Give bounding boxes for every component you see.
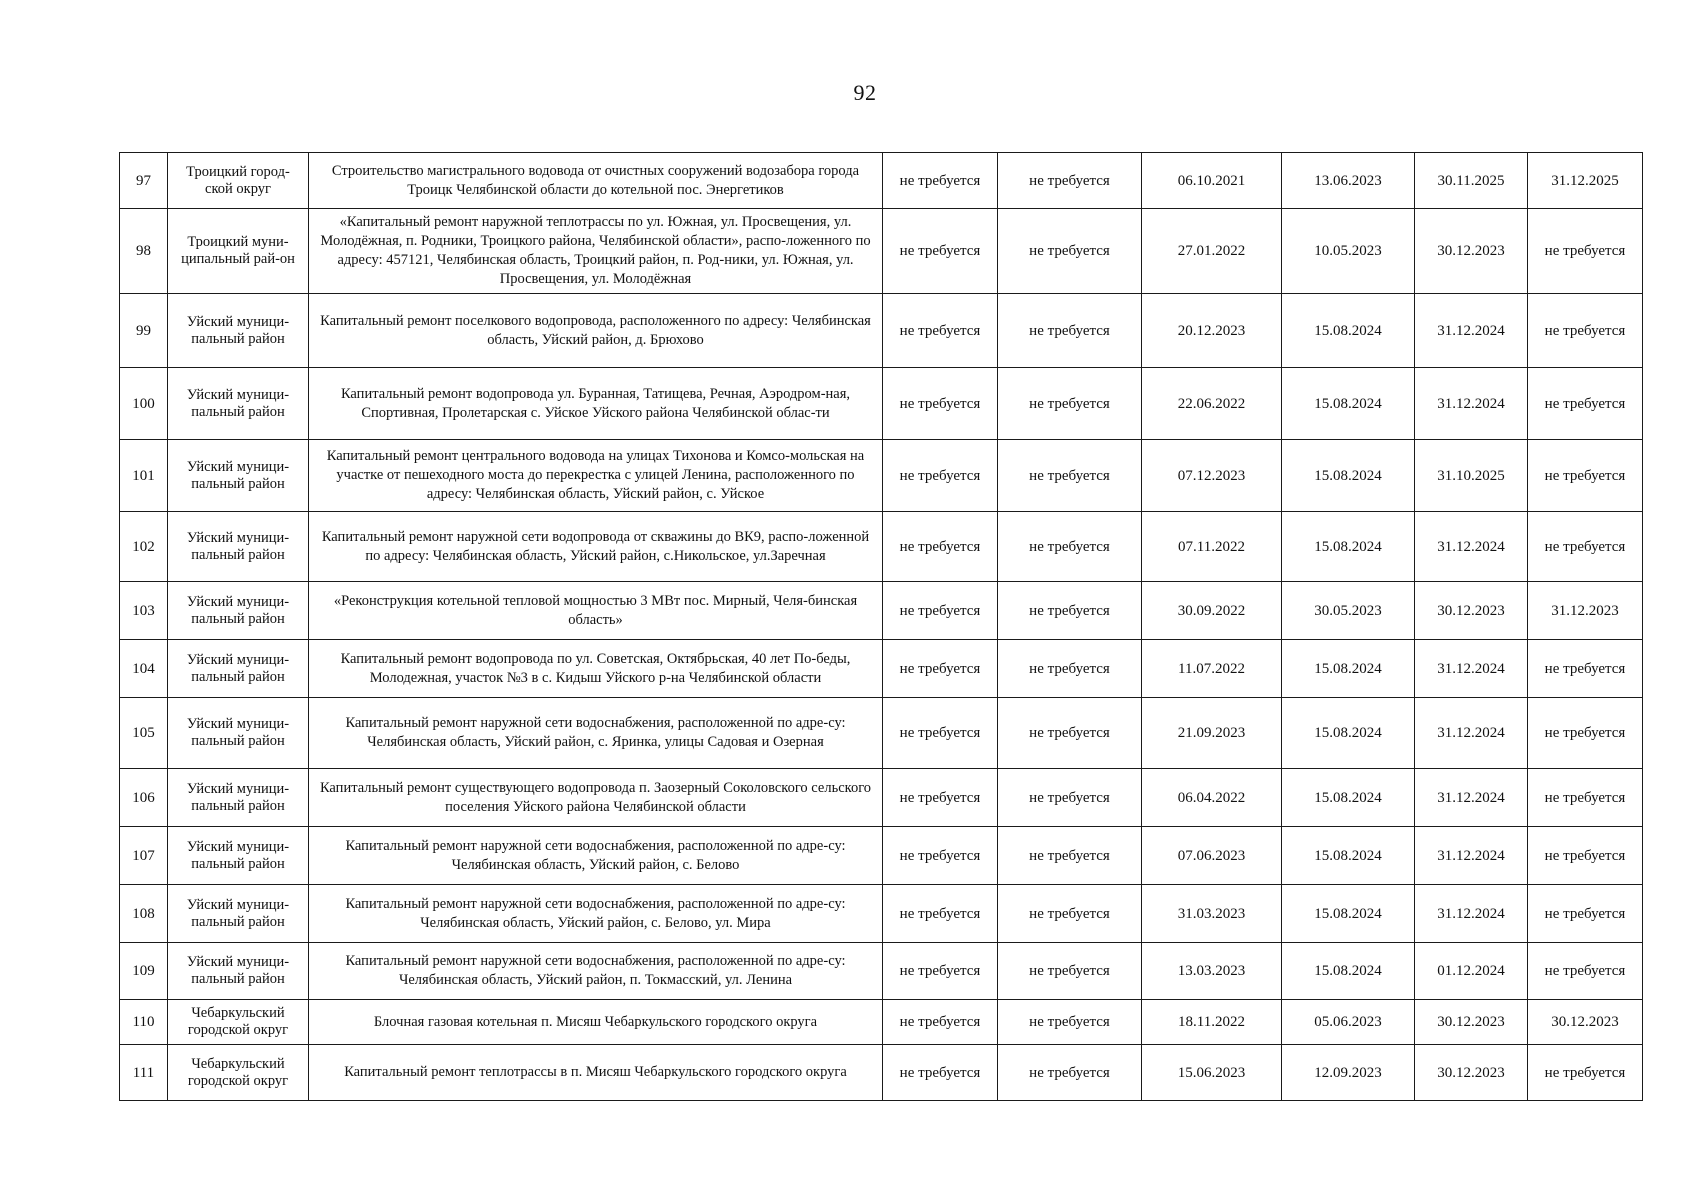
date-cell-2: 15.08.2024 — [1282, 512, 1415, 582]
project-name-cell: Капитальный ремонт поселкового водопровода, расположенного по адресу: Челябинская область, Уйский район, д. Брюхово — [309, 294, 883, 368]
project-name-cell: Капитальный ремонт центрального водовода на улицах Тихонова и Комсо-мольская на участке от пешеходного моста до перекрестка с улицей Ленина, расположенного по адресу: Челябинская область, Уйский район, с. Уйское — [309, 440, 883, 512]
table-row — [120, 440, 1643, 512]
municipality-cell: Уйский муници-пальный район — [168, 294, 309, 368]
date-cell-2: 15.08.2024 — [1282, 440, 1415, 512]
date-cell-3: 01.12.2024 — [1415, 943, 1528, 1000]
date-cell-4: 30.12.2023 — [1528, 1000, 1643, 1045]
date-cell-3: 30.12.2023 — [1415, 1000, 1528, 1045]
row-number: 101 — [120, 440, 168, 512]
project-name-cell: Капитальный ремонт наружной сети водоснабжения, расположенной по адре-су: Челябинская область, Уйский район, с. Белово — [309, 827, 883, 885]
date-cell-4: не требуется — [1528, 698, 1643, 769]
municipality-cell: Уйский муници-пальный район — [168, 640, 309, 698]
requirement-cell-2: не требуется — [998, 943, 1142, 1000]
project-name-cell: Строительство магистрального водовода от очистных сооружений водозабора города Троицк Челябинской области до котельной пос. Энергетиков — [309, 153, 883, 209]
requirement-cell-2: не требуется — [998, 512, 1142, 582]
municipality-cell: Уйский муници-пальный район — [168, 512, 309, 582]
date-cell-1: 27.01.2022 — [1142, 209, 1282, 294]
requirement-cell-1: не требуется — [883, 294, 998, 368]
date-cell-4: не требуется — [1528, 885, 1643, 943]
table-row — [120, 827, 1643, 885]
date-cell-2: 15.08.2024 — [1282, 769, 1415, 827]
row-number: 103 — [120, 582, 168, 640]
table-row — [120, 153, 1643, 209]
date-cell-1: 22.06.2022 — [1142, 368, 1282, 440]
row-number: 98 — [120, 209, 168, 294]
requirement-cell-2: не требуется — [998, 153, 1142, 209]
requirement-cell-2: не требуется — [998, 294, 1142, 368]
date-cell-4: не требуется — [1528, 209, 1643, 294]
row-number: 97 — [120, 153, 168, 209]
date-cell-3: 31.12.2024 — [1415, 827, 1528, 885]
table-row — [120, 885, 1643, 943]
date-cell-3: 31.12.2024 — [1415, 512, 1528, 582]
row-number: 99 — [120, 294, 168, 368]
requirement-cell-1: не требуется — [883, 209, 998, 294]
date-cell-3: 30.11.2025 — [1415, 153, 1528, 209]
row-number: 105 — [120, 698, 168, 769]
requirement-cell-2: не требуется — [998, 698, 1142, 769]
date-cell-4: не требуется — [1528, 769, 1643, 827]
row-number: 110 — [120, 1000, 168, 1045]
row-number: 102 — [120, 512, 168, 582]
requirement-cell-1: не требуется — [883, 1045, 998, 1101]
requirement-cell-1: не требуется — [883, 943, 998, 1000]
date-cell-4: 31.12.2023 — [1528, 582, 1643, 640]
row-number: 107 — [120, 827, 168, 885]
date-cell-4: не требуется — [1528, 827, 1643, 885]
projects-table — [119, 152, 1643, 1101]
requirement-cell-2: не требуется — [998, 885, 1142, 943]
requirement-cell-1: не требуется — [883, 440, 998, 512]
date-cell-4: 31.12.2025 — [1528, 153, 1643, 209]
date-cell-3: 30.12.2023 — [1415, 209, 1528, 294]
row-number: 100 — [120, 368, 168, 440]
requirement-cell-2: не требуется — [998, 440, 1142, 512]
project-name-cell: «Реконструкция котельной тепловой мощностью 3 МВт пос. Мирный, Челя-бинская область» — [309, 582, 883, 640]
date-cell-1: 13.03.2023 — [1142, 943, 1282, 1000]
requirement-cell-1: не требуется — [883, 827, 998, 885]
date-cell-2: 15.08.2024 — [1282, 368, 1415, 440]
project-name-cell: Капитальный ремонт водопровода ул. Буранная, Татищева, Речная, Аэродром-ная, Спортивная, Пролетарская с. Уйское Уйского района Челябинской облас-ти — [309, 368, 883, 440]
requirement-cell-2: не требуется — [998, 769, 1142, 827]
row-number: 108 — [120, 885, 168, 943]
date-cell-1: 18.11.2022 — [1142, 1000, 1282, 1045]
date-cell-1: 06.04.2022 — [1142, 769, 1282, 827]
date-cell-3: 31.12.2024 — [1415, 698, 1528, 769]
date-cell-4: не требуется — [1528, 943, 1643, 1000]
municipality-cell: Уйский муници-пальный район — [168, 885, 309, 943]
requirement-cell-2: не требуется — [998, 1045, 1142, 1101]
date-cell-1: 11.07.2022 — [1142, 640, 1282, 698]
date-cell-3: 31.12.2024 — [1415, 640, 1528, 698]
requirement-cell-1: не требуется — [883, 769, 998, 827]
table-row — [120, 943, 1643, 1000]
municipality-cell: Уйский муници-пальный район — [168, 769, 309, 827]
project-name-cell: «Капитальный ремонт наружной теплотрассы по ул. Южная, ул. Просвещения, ул. Молодёжная, п. Родники, Троицкого района, Челябинской области», распо-ложенного по адресу: 457121, Челябинская область, Троицкий район, п. Род-ники, ул. Южная, ул. Просвещения, ул. Молодёжная — [309, 209, 883, 294]
municipality-cell: Уйский муници-пальный район — [168, 368, 309, 440]
date-cell-1: 06.10.2021 — [1142, 153, 1282, 209]
date-cell-1: 15.06.2023 — [1142, 1045, 1282, 1101]
date-cell-2: 15.08.2024 — [1282, 827, 1415, 885]
requirement-cell-1: не требуется — [883, 512, 998, 582]
table-row — [120, 1045, 1643, 1101]
date-cell-3: 31.10.2025 — [1415, 440, 1528, 512]
requirement-cell-2: не требуется — [998, 368, 1142, 440]
date-cell-3: 30.12.2023 — [1415, 1045, 1528, 1101]
requirement-cell-2: не требуется — [998, 640, 1142, 698]
table-row — [120, 640, 1643, 698]
date-cell-2: 15.08.2024 — [1282, 698, 1415, 769]
date-cell-3: 30.12.2023 — [1415, 582, 1528, 640]
project-name-cell: Капитальный ремонт наружной сети водоснабжения, расположенной по адре-су: Челябинская область, Уйский район, с. Белово, ул. Мира — [309, 885, 883, 943]
project-name-cell: Капитальный ремонт существующего водопровода п. Заозерный Соколовского сельского поселения Уйского района Челябинской области — [309, 769, 883, 827]
project-name-cell: Капитальный ремонт наружной сети водоснабжения, расположенной по адре-су: Челябинская область, Уйский район, п. Токмасский, ул. Ленина — [309, 943, 883, 1000]
requirement-cell-1: не требуется — [883, 698, 998, 769]
table-row — [120, 582, 1643, 640]
date-cell-3: 31.12.2024 — [1415, 769, 1528, 827]
date-cell-1: 31.03.2023 — [1142, 885, 1282, 943]
table-row — [120, 698, 1643, 769]
page-number: 92 — [853, 80, 877, 105]
date-cell-4: не требуется — [1528, 512, 1643, 582]
municipality-cell: Чебаркульский городской округ — [168, 1045, 309, 1101]
project-name-cell: Капитальный ремонт водопровода по ул. Советская, Октябрьская, 40 лет По-беды, Молодежная, участок №3 в с. Кидыш Уйского р-на Челябинской области — [309, 640, 883, 698]
date-cell-4: не требуется — [1528, 294, 1643, 368]
project-name-cell: Блочная газовая котельная п. Мисяш Чебаркульского городского округа — [309, 1000, 883, 1045]
date-cell-1: 07.11.2022 — [1142, 512, 1282, 582]
date-cell-2: 10.05.2023 — [1282, 209, 1415, 294]
municipality-cell: Уйский муници-пальный район — [168, 582, 309, 640]
table-row — [120, 294, 1643, 368]
date-cell-4: не требуется — [1528, 440, 1643, 512]
requirement-cell-1: не требуется — [883, 582, 998, 640]
date-cell-2: 13.06.2023 — [1282, 153, 1415, 209]
requirement-cell-1: не требуется — [883, 885, 998, 943]
date-cell-2: 15.08.2024 — [1282, 943, 1415, 1000]
table-row — [120, 1000, 1643, 1045]
row-number: 111 — [120, 1045, 168, 1101]
project-name-cell: Капитальный ремонт теплотрассы в п. Мисяш Чебаркульского городского округа — [309, 1045, 883, 1101]
requirement-cell-2: не требуется — [998, 582, 1142, 640]
municipality-cell: Троицкий муни-ципальный рай-он — [168, 209, 309, 294]
date-cell-2: 15.08.2024 — [1282, 885, 1415, 943]
requirement-cell-2: не требуется — [998, 827, 1142, 885]
municipality-cell: Уйский муници-пальный район — [168, 698, 309, 769]
date-cell-3: 31.12.2024 — [1415, 885, 1528, 943]
municipality-cell: Уйский муници-пальный район — [168, 827, 309, 885]
requirement-cell-2: не требуется — [998, 1000, 1142, 1045]
municipality-cell: Чебаркульский городской округ — [168, 1000, 309, 1045]
date-cell-1: 07.12.2023 — [1142, 440, 1282, 512]
table-row — [120, 209, 1643, 294]
requirement-cell-1: не требуется — [883, 153, 998, 209]
date-cell-4: не требуется — [1528, 640, 1643, 698]
row-number: 104 — [120, 640, 168, 698]
table-row — [120, 769, 1643, 827]
date-cell-3: 31.12.2024 — [1415, 368, 1528, 440]
date-cell-1: 30.09.2022 — [1142, 582, 1282, 640]
date-cell-1: 21.09.2023 — [1142, 698, 1282, 769]
date-cell-1: 07.06.2023 — [1142, 827, 1282, 885]
date-cell-2: 30.05.2023 — [1282, 582, 1415, 640]
municipality-cell: Уйский муници-пальный район — [168, 943, 309, 1000]
date-cell-2: 05.06.2023 — [1282, 1000, 1415, 1045]
date-cell-4: не требуется — [1528, 368, 1643, 440]
table-row — [120, 512, 1643, 582]
row-number: 106 — [120, 769, 168, 827]
table-row — [120, 368, 1643, 440]
date-cell-2: 12.09.2023 — [1282, 1045, 1415, 1101]
date-cell-2: 15.08.2024 — [1282, 294, 1415, 368]
municipality-cell: Уйский муници-пальный район — [168, 440, 309, 512]
project-name-cell: Капитальный ремонт наружной сети водоснабжения, расположенной по адре-су: Челябинская область, Уйский район, с. Яринка, улицы Садовая и Озерная — [309, 698, 883, 769]
municipality-cell: Троицкий город-ской округ — [168, 153, 309, 209]
date-cell-2: 15.08.2024 — [1282, 640, 1415, 698]
row-number: 109 — [120, 943, 168, 1000]
project-name-cell: Капитальный ремонт наружной сети водопровода от скважины до ВК9, распо-ложенной по адресу: Челябинская область, Уйский район, с.Никольское, ул.Заречная — [309, 512, 883, 582]
requirement-cell-2: не требуется — [998, 209, 1142, 294]
requirement-cell-1: не требуется — [883, 1000, 998, 1045]
date-cell-4: не требуется — [1528, 1045, 1643, 1101]
requirement-cell-1: не требуется — [883, 368, 998, 440]
date-cell-3: 31.12.2024 — [1415, 294, 1528, 368]
requirement-cell-1: не требуется — [883, 640, 998, 698]
date-cell-1: 20.12.2023 — [1142, 294, 1282, 368]
